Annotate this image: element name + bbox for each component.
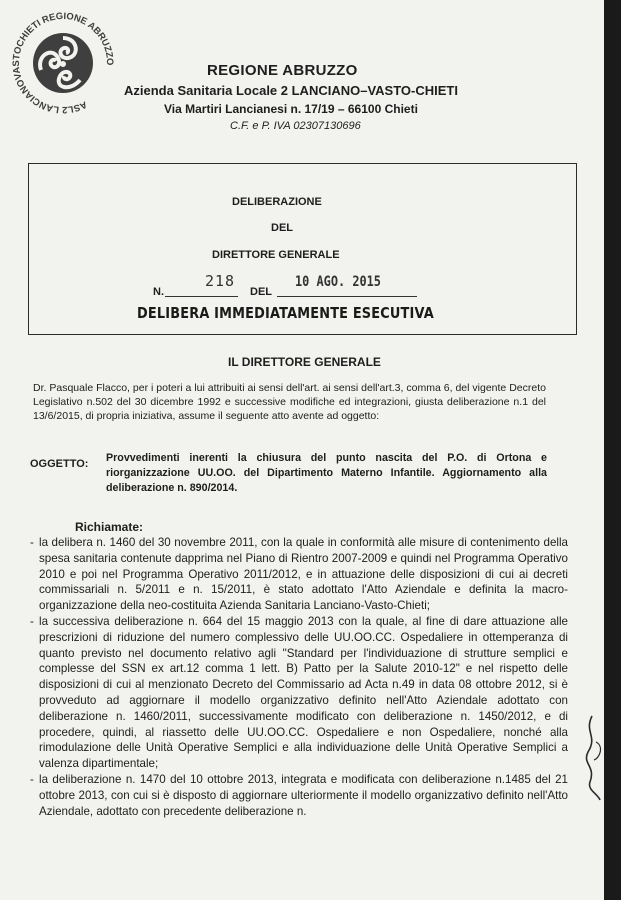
deliberation-box: [28, 163, 577, 335]
list-item-text: la deliberazione n. 1470 del 10 ottobre 2013, integrata e modificata con deliberazione n.1485 del 21 ottobre 2013, con cui si è disposto di aggiornare ulteriormente il modello organizzativo definito nell'Atto Aziendale, adottato con precedente deliberazione n.: [39, 772, 568, 818]
date-underline: [277, 296, 417, 297]
list-item-text: la delibera n. 1460 del 30 novembre 2011, con la quale in conformità alle misure di contenimento della spesa sanitaria contenute dapprima nel Piano di Rientro 2007-2009 e quindi nel Programma Operativo 2010 e poi nel Programma Operativo 2011/2012, e in attuazione delle disposizioni di cui ai decreti commissariali n. 5/2011 e n. 15/2011, è stato adottato l'Atto Aziendale e definita la macro-organizzazione della neo-costituita Azienda Sanitaria Lanciano-Vasto-Chieti;: [39, 536, 568, 613]
deliberation-number: 218: [205, 272, 236, 290]
list-item: - la delibera n. 1460 del 30 novembre 2011, con la quale in conformità alle misure di contenimento della spesa sanitaria contenute dapprima nel Piano di Rientro 2007-2009 e quindi nel Programma Operativo 2010 e poi nel Programma Operativo 2011/2012, e in attuazione delle disposizioni di cui ai decreti commissariali n. 5/2011 e n. 15/2011, è stato adottato l'Atto Aziendale e definita la macro-organizzazione della neo-costituita Azienda Sanitaria Lanciano-Vasto-Chieti;: [30, 536, 568, 613]
deliberation-date-stamp: 10 AGO. 2015: [295, 274, 381, 290]
executive-stamp: DELIBERA IMMEDIATAMENTE ESECUTIVA: [137, 304, 434, 322]
list-item: - la successiva deliberazione n. 664 del 15 maggio 2013 con la quale, al fine di dare attuazione alle prescrizioni di riduzione del numero complessivo delle UU.OO.CC. Ospedaliere in ottemperanza di quanto previsto nel documento relativo agli "Standard per l'individuazione di strutture semplici e complesse del SSN ex art.12 comma 1 lett. B) Patto per la Salute 2010-12" e nel rispetto delle disposizioni di cui al menzionato Decreto del Commissario ad Acta n.49 in data 08 ottobre 2012, si è provveduto ad aggiornare il modello organizzativo definito nell'Atto Aziendale adottato con deliberazione n. 1460/2011, successivamente modificato con deliberazione n. 1450/2012, e di procedere, quindi, al riassetto delle UU.OO.CC. Ospedaliere e non Ospedaliere, nonché alla rimodulazione delle Unità Operative Semplici e alla individuazione delle Unità Operative Semplici a valenza dipartimentale;: [30, 614, 568, 771]
list-item-text: la successiva deliberazione n. 664 del 15 maggio 2013 con la quale, al fine di dare attuazione alle prescrizioni di riduzione del numero complessivo delle UU.OO.CC. Ospedaliere in ottemperanza di quanto previsto nel documento relativo agli "Standard per l'individuazione di strutture semplici e complesse del SSN ex art.12 comma 1 lett. B) Patto per la Salute 2010-12" e nel rispetto delle disposizioni di cui al menzionato Decreto del Commissario ad Acta n.49 in data 08 ottobre 2012, si è provveduto ad aggiornare il modello organizzativo definito nell'Atto Aziendale adottato con deliberazione n. 1460/2011, successivamente modificato con deliberazione n. 1450/2012, e di procedere, quindi, al riassetto delle UU.OO.CC. Ospedaliere e non Ospedaliere, nonché alla rimodulazione delle Unità Operative Semplici e alla individuazione delle Unità Operative Semplici a valenza dipartimentale;: [39, 614, 568, 771]
scan-edge: [604, 0, 621, 900]
box-direttore-generale: DIRETTORE GENERALE: [212, 249, 340, 261]
number-date-row: [153, 272, 453, 296]
number-underline: [165, 296, 238, 297]
header-address: Via Martiri Lancianesi n. 17/19 – 66100 Chieti: [164, 102, 418, 116]
richiamate-heading: Richiamate:: [75, 520, 144, 534]
header-organization: Azienda Sanitaria Locale 2 LANCIANO–VASTO-CHIETI: [124, 83, 458, 98]
box-del: DEL: [271, 222, 293, 234]
number-label: N.: [153, 286, 164, 298]
intro-paragraph: Dr. Pasquale Flacco, per i poteri a lui attribuiti ai sensi dell'art. ai sensi dell'art.3, comma 6, del vigente Decreto Legislativo n.502 del 30 dicembre 1992 e successive modifiche ed integrazioni, giusta deliberazione n.1 del 13/6/2015, di propria iniziativa, assume il seguente atto avente ad oggetto:: [33, 382, 546, 422]
list-item: - la deliberazione n. 1470 del 10 ottobre 2013, integrata e modificata con deliberazione n.1485 del 21 ottobre 2013, con cui si è disposto di aggiornare ulteriormente il modello organizzativo definito nell'Atto Aziendale, adottato con precedente deliberazione n.: [30, 772, 568, 818]
signature-mark: [578, 712, 604, 802]
box-deliberazione: DELIBERAZIONE: [232, 196, 322, 208]
header-tax-code: C.F. e P. IVA 02307130696: [230, 120, 361, 132]
asl2-logo: [8, 8, 118, 118]
oggetto-text: Provvedimenti inerenti la chiusura del punto nascita del P.O. di Ortona e riorganizzazione UU.OO. del Dipartimento Materno Infantile. Aggiornamento alla deliberazione n. 890/2014.: [106, 452, 547, 494]
header-title: REGIONE ABRUZZO: [207, 62, 358, 79]
oggetto-label: OGGETTO:: [30, 458, 89, 470]
richiamate-list: [30, 535, 568, 819]
logo-ring-text: ASL2 LANCIANOVASTOCHIETI REGIONE ABRUZZO: [9, 9, 117, 117]
director-general-heading: IL DIRETTORE GENERALE: [228, 355, 381, 369]
date-label: DEL: [250, 286, 272, 298]
